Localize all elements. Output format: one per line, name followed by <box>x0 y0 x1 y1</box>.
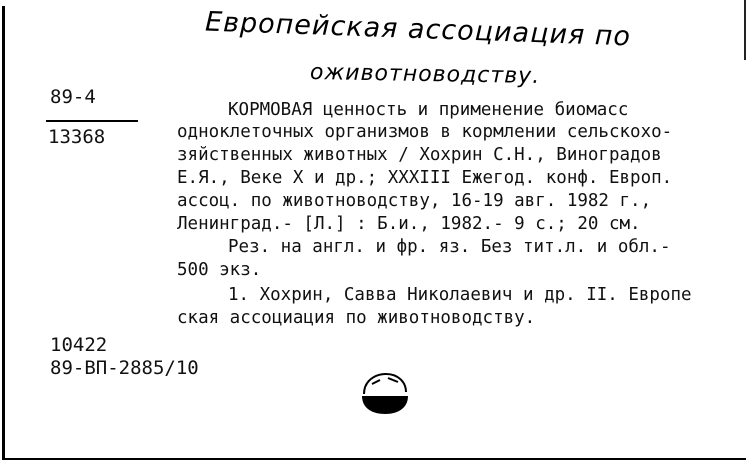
card-bottom-edge <box>2 458 746 460</box>
code-top: 89-4 <box>50 86 96 108</box>
body-line-8: 500 экз. <box>177 260 262 280</box>
body-line-3: зяйственных животных / Хохрин С.Н., Виноградов <box>177 145 662 165</box>
body-line-1: КОРМОВАЯ ценность и применение биомасс <box>228 100 629 120</box>
code-bottom: 89-ВП-2885/10 <box>50 357 199 379</box>
body-line-7: Рез. на англ. и фр. яз. Без тит.л. и обл.- <box>228 237 671 257</box>
body-line-6: Ленинград.- [Л.] : Б.и., 1982.- 9 с.; 20 см. <box>177 214 641 234</box>
code-number: 13368 <box>48 126 106 148</box>
body-line-10: ская ассоциация по животноводству. <box>177 308 536 328</box>
card-left-edge <box>2 6 5 458</box>
punch-hole-icon <box>358 368 412 418</box>
body-line-9: 1. Хохрин, Савва Николаевич и др. II. Европе <box>228 285 692 305</box>
body-line-5: ассоц. по животноводству, 16-19 авг. 1982 г., <box>177 191 652 211</box>
handwritten-heading-line2: оживотноводству. <box>309 59 541 90</box>
body-line-4: Е.Я., Веке Х и др.; XXXIII Ежегод. конф. Европ. <box>177 168 673 188</box>
code-lower: 10422 <box>50 334 108 356</box>
card-right-edge <box>744 0 746 60</box>
body-line-2: одноклеточных организмов в кормлении сельскохо- <box>177 122 673 142</box>
code-divider <box>46 120 138 122</box>
handwritten-heading-line1: Европейская ассоциация по <box>204 6 632 53</box>
